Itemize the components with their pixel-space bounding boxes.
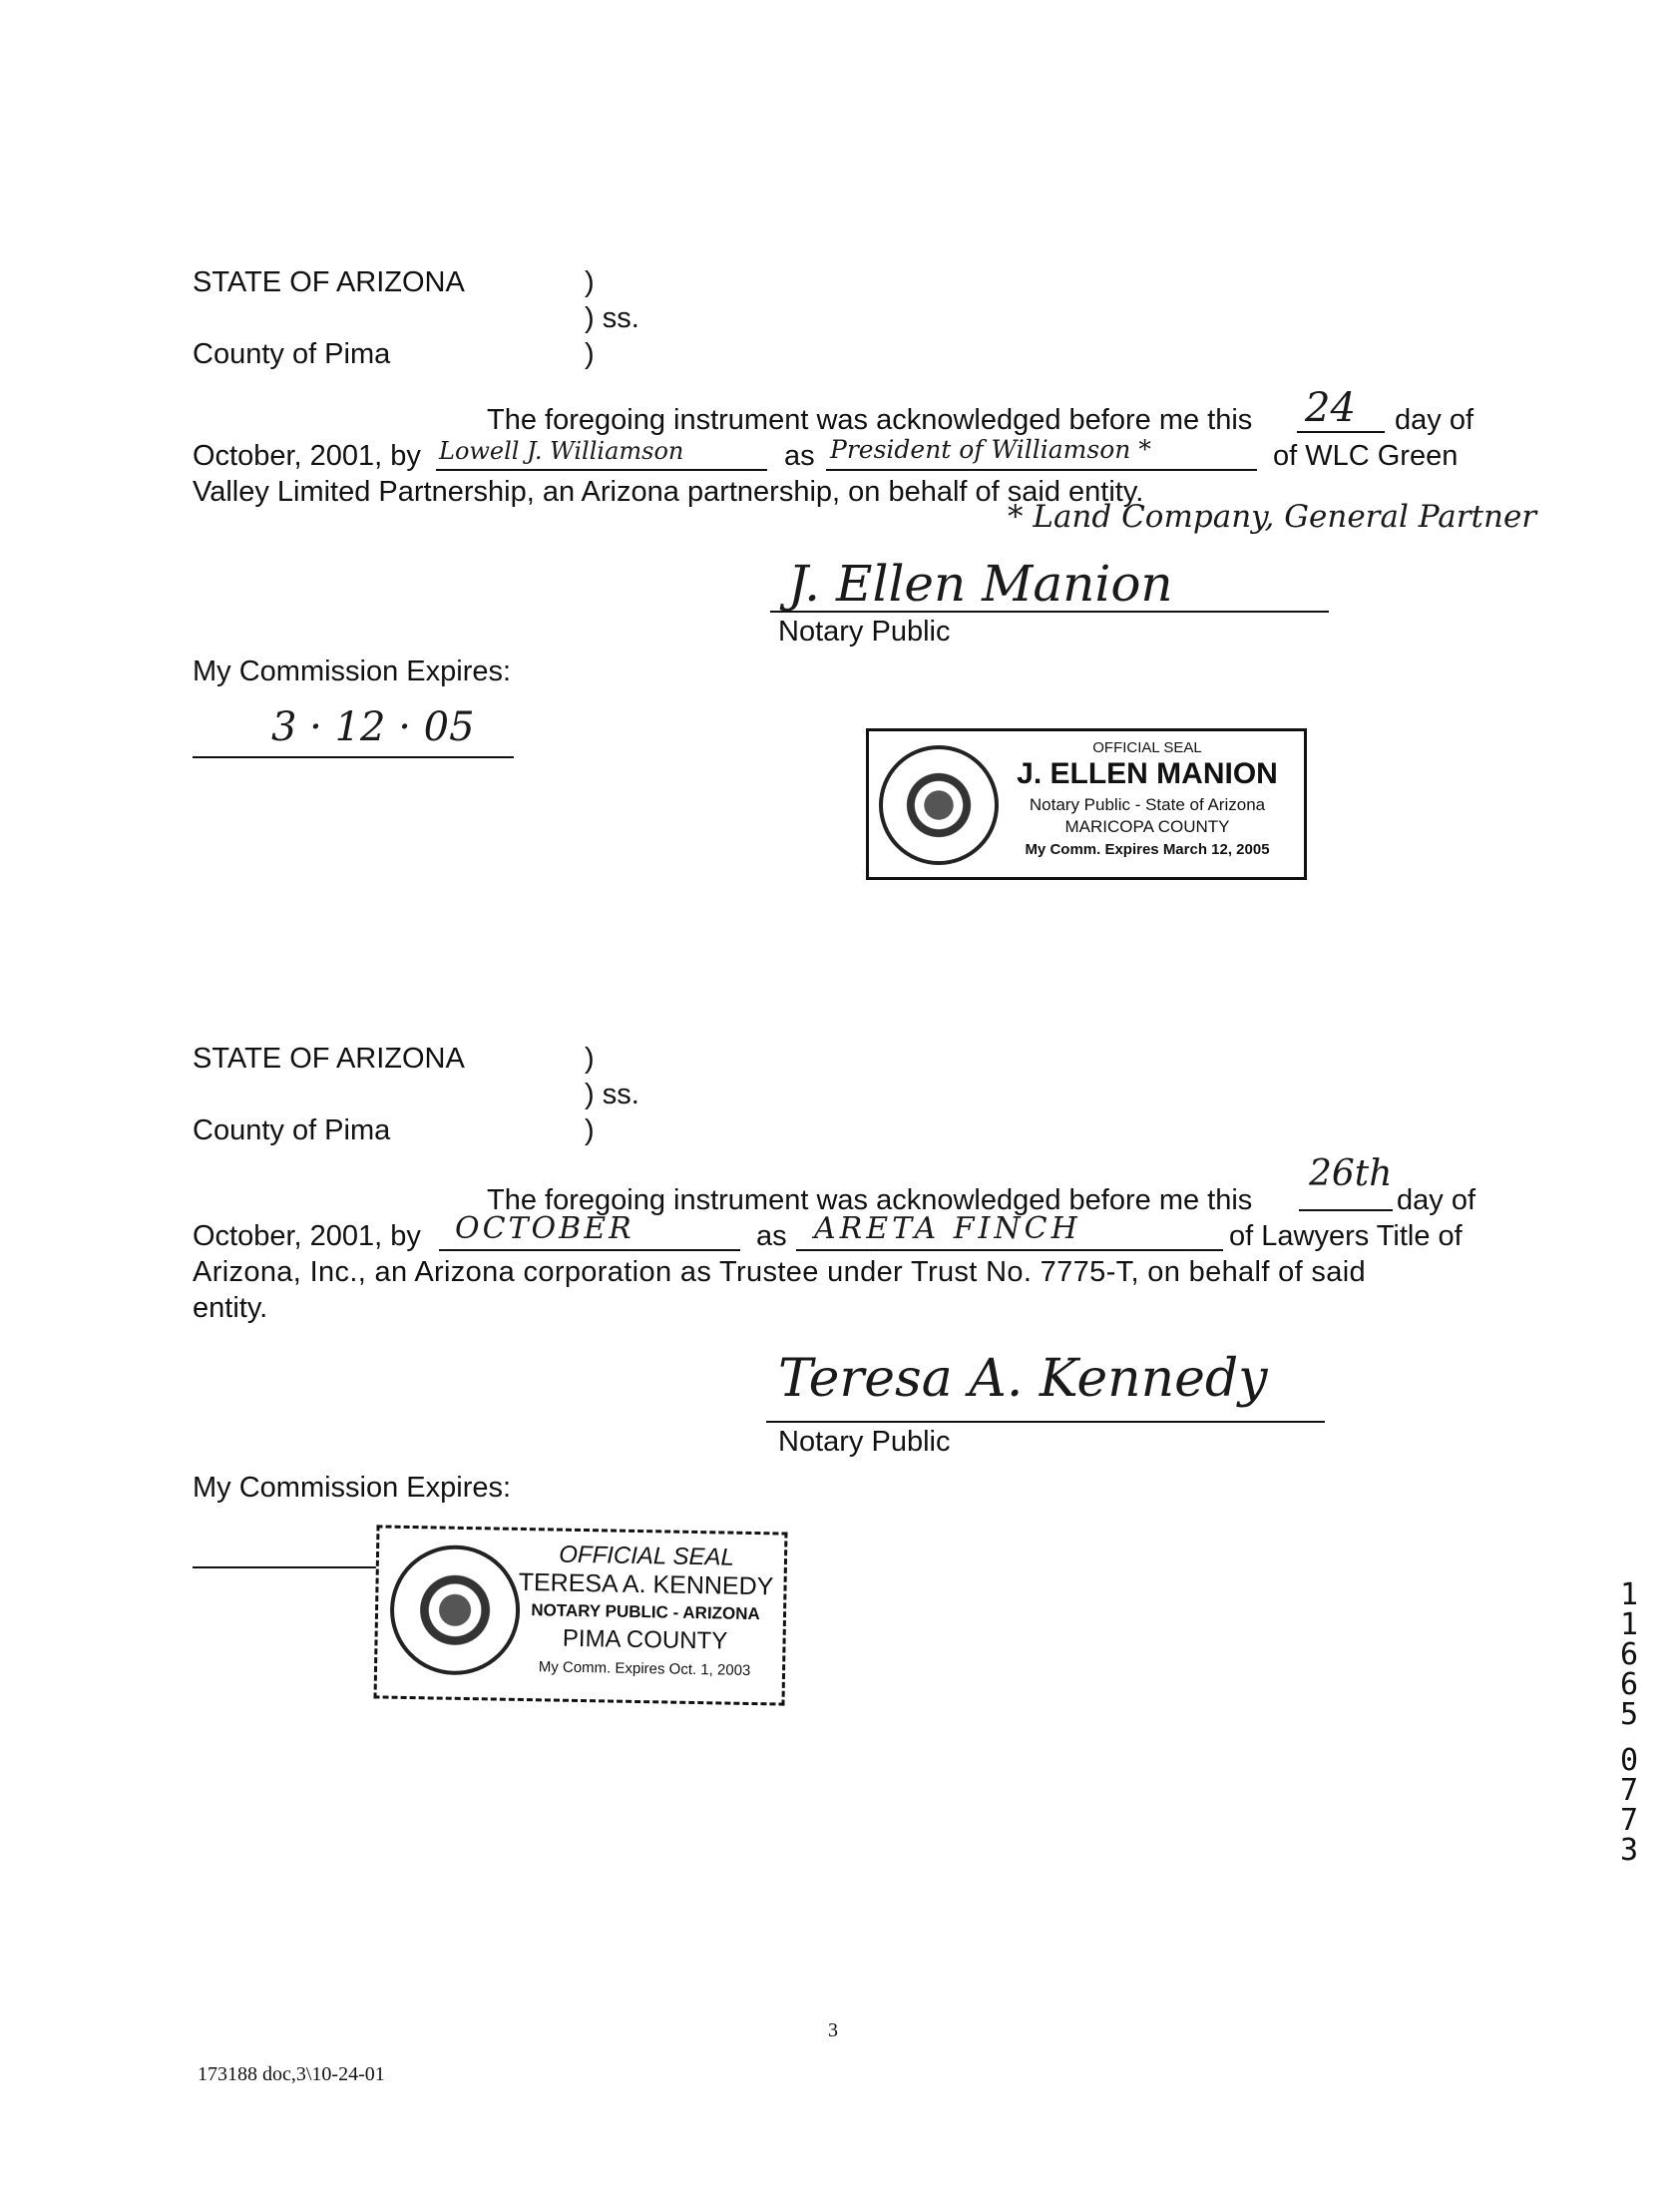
state-heading: STATE OF ARIZONA: [193, 1043, 465, 1075]
seal-notary-title: Notary Public - State of Arizona: [1029, 795, 1266, 814]
name-underline: [436, 469, 767, 471]
seal-county: PIMA COUNTY: [562, 1624, 728, 1655]
signature-line: [770, 611, 1329, 613]
paren: ): [585, 1114, 595, 1146]
commission-label: My Commission Expires:: [193, 1472, 512, 1504]
state-heading: STATE OF ARIZONA: [193, 266, 465, 298]
ack-line2-as: as: [756, 1220, 787, 1252]
official-seal-stamp-2: [374, 1525, 788, 1705]
handwritten-title: President of Williamson *: [830, 435, 1151, 464]
commission-date: 3 · 12 · 05: [271, 704, 475, 750]
ss-label: ) ss.: [585, 302, 639, 334]
document-footer: 173188 doc,3\10-24-01: [198, 2063, 385, 2085]
seal-expiration: My Comm. Expires March 12, 2005: [1025, 841, 1270, 858]
side-digit: 7: [1619, 1773, 1639, 1808]
side-digit: 5: [1619, 1697, 1639, 1732]
handwritten-title: ARETA FINCH: [814, 1211, 1081, 1246]
side-recording-number: [1614, 1577, 1644, 1868]
ack-line2-end: of WLC Green: [1273, 440, 1459, 472]
page-number: 3: [828, 2019, 838, 2041]
seal-heading: OFFICIAL SEAL: [559, 1541, 735, 1571]
handwritten-name: OCTOBER: [455, 1211, 634, 1246]
handwritten-note: * Land Company, General Partner: [1008, 499, 1537, 535]
official-seal-stamp-1: [866, 728, 1307, 880]
ack-line2-as: as: [784, 440, 815, 472]
ack-line3: Valley Limited Partnership, an Arizona partnership, on behalf of said entity.: [193, 476, 1144, 508]
title-underline: [796, 1249, 1223, 1251]
ack-line4: entity.: [193, 1292, 268, 1324]
seal-notary-title: NOTARY PUBLIC - ARIZONA: [531, 1600, 760, 1624]
paren: ): [585, 266, 595, 298]
seal-emblem-icon: [389, 1544, 521, 1676]
notary-signature: Teresa A. Kennedy: [778, 1349, 1268, 1409]
day-underline: [1299, 1209, 1393, 1211]
ack-line1-end: day of: [1397, 1184, 1475, 1216]
ss-label: ) ss.: [585, 1079, 639, 1110]
paren: ): [585, 338, 595, 370]
ack-line2-start: October, 2001, by: [193, 1220, 421, 1252]
ack-line1-start: The foregoing instrument was acknowledged before me this: [487, 1184, 1253, 1216]
ack-line1-start: The foregoing instrument was acknowledged before me this: [487, 404, 1253, 436]
ack-line1-end: day of: [1395, 404, 1473, 436]
ack-line2-end: of Lawyers Title of: [1229, 1220, 1463, 1252]
ack-line3: Arizona, Inc., an Arizona corporation as Trustee under Trust No. 7775-T, on behalf of said: [193, 1256, 1367, 1288]
notary-public-label: Notary Public: [778, 1426, 951, 1458]
county-label: County of Pima: [193, 338, 391, 370]
signature-line: [766, 1421, 1325, 1423]
handwritten-name: Lowell J. Williamson: [439, 437, 684, 465]
handwritten-day: 24: [1305, 385, 1356, 431]
notary-public-label: Notary Public: [778, 616, 951, 648]
seal-emblem-icon: [879, 745, 999, 865]
day-underline: [1297, 431, 1385, 433]
commission-label: My Commission Expires:: [193, 656, 512, 687]
side-digit: 1: [1619, 1607, 1639, 1642]
notary-signature: J. Ellen Manion: [788, 555, 1173, 613]
seal-county: MARICOPA COUNTY: [1064, 817, 1230, 836]
side-digit: 0: [1619, 1743, 1639, 1778]
county-label: County of Pima: [193, 1114, 391, 1146]
side-digit: 7: [1619, 1803, 1639, 1838]
ack-line2-start: October, 2001, by: [193, 440, 421, 472]
seal-notary-name: TERESA A. KENNEDY: [518, 1567, 774, 1601]
title-underline: [826, 469, 1257, 471]
side-digit: 1: [1619, 1577, 1639, 1612]
paren: ): [585, 1043, 595, 1075]
side-digit: 3: [1619, 1833, 1639, 1868]
side-digit: 6: [1619, 1637, 1639, 1672]
side-digit: 6: [1619, 1667, 1639, 1702]
commission-underline: [193, 756, 514, 758]
seal-expiration: My Comm. Expires Oct. 1, 2003: [538, 1658, 751, 1679]
name-underline: [439, 1249, 740, 1251]
seal-notary-name: J. ELLEN MANION: [1017, 757, 1278, 790]
handwritten-day: 26th: [1309, 1153, 1393, 1194]
commission-underline: [193, 1566, 382, 1568]
seal-heading: OFFICIAL SEAL: [1092, 739, 1202, 756]
